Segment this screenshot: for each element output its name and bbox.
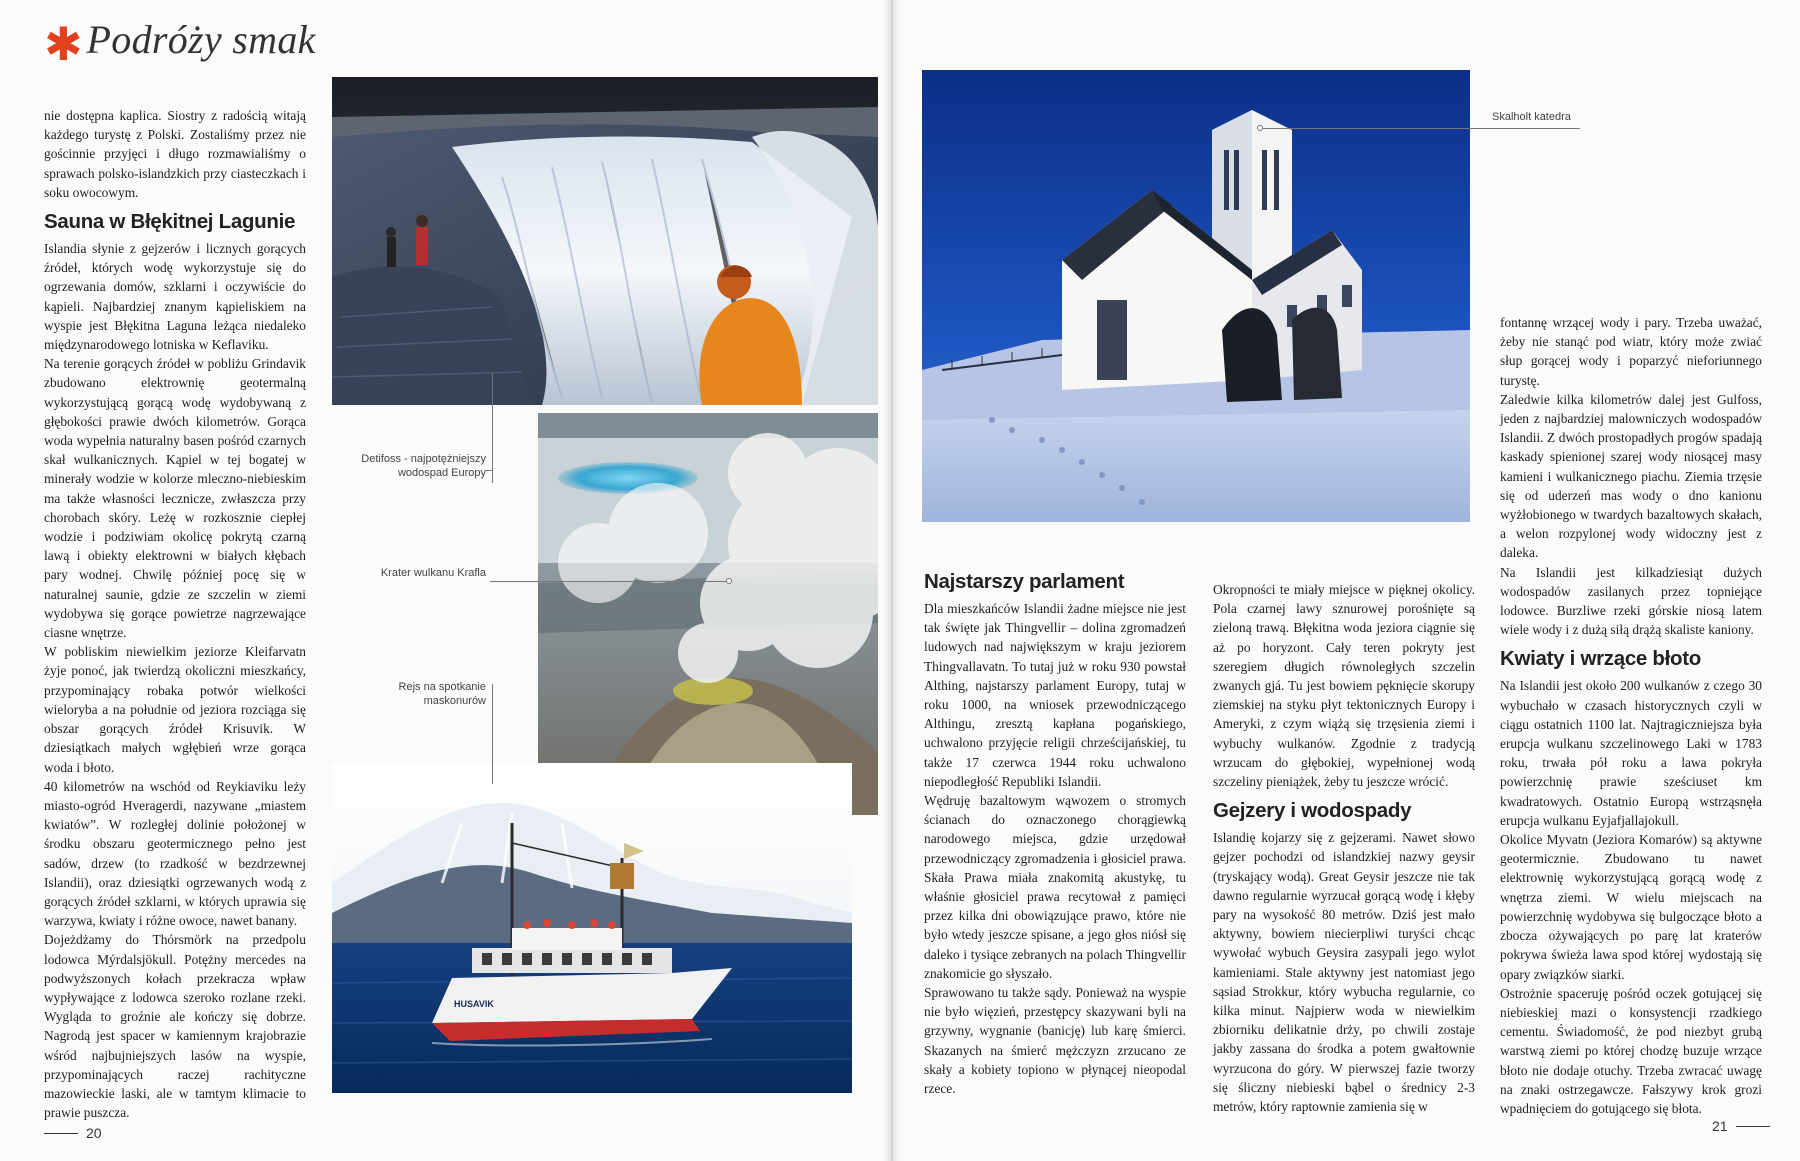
paragraph: Islandia słynie z gejzerów i licznych gorących źródeł, których wodę wykorzystuje się do ogrzewania domów, szklarni i oczywiście do kąpieli. Najbardziej znanym kąpieliskiem na wyspie jest Błękitna Laguna leżąca niedaleko międzynarodowego lotniska w Keflaviku. bbox=[44, 241, 306, 353]
caption-leader bbox=[486, 470, 493, 471]
leader-dot bbox=[1257, 125, 1263, 131]
paragraph: Dla mieszkańców Islandii żadne miejsce nie jest tak święte jak Thingvellir – dolina zgromadzeń ludowych nad największym w kraju jeziorem Thingvallavatn. To tutaj już w roku 930 powstał Althing, najstarszy parlament Europy, tutaj w roku 1000, na wniosek przewodniczącego Althingu, zresztą kapłana pogańskiego, uchwalono przyjęcie religii chrześcijańskiej, tu także 17 czerwca 1944 roku uchwalono niepodległość Republiki Islandii. bbox=[924, 601, 1186, 789]
photo-boat bbox=[332, 763, 852, 1093]
heading-sauna: Sauna w Błękitnej Lagunie bbox=[44, 210, 296, 234]
heading-gejzery: Gejzery i wodospady bbox=[1213, 799, 1412, 823]
paragraph: Zaledwie kilka kilometrów dalej jest Gulfoss, jeden z najbardziej malowniczych wodospadów Islandii. Z dwóch prostopadłych progów spadają kaskady spienionej szarej wody niosącej masy kamieni i wulkanicznego piachu. Ziemia trzęsie się od uderzeń mas wody o dno kanionu wyżłobionego w twardych bazaltowych skałach, a welon rozpylonej wody widoczny jest z daleka. bbox=[1500, 391, 1762, 561]
page-number-left bbox=[44, 1125, 102, 1141]
paragraph: 40 kilometrów na wschód od Reykiaviku leży miasto-ogród Hveragerdi, nazywane „miastem kwiatów”. W rozległej dolinie położonej w środku obszaru geotermicznego pełno jest sadów, drzew (to rzadkość w bezdrzewnej Islandii), oraz dziesiątki ogrzewanych wodą z gorących źródeł szklarni, w których uprawia się warzywa, kwiaty i różne owoce, nawet banany. bbox=[44, 778, 306, 929]
paragraph: Wędruję bazaltowym wąwozem o stromych ścianach do oznaczonego chorągiewką narodowego miejsca, gdzie urzędował przewodniczący zgromadzenia i głosiciel prawa. Skała Prawa miała znakomitą akustykę, tu właśnie głosiciel prawa recytował z pamięci przez kilka dni obowiązujące prawo, które nie było wtedy jeszcze spisane, a jego głos niósł się daleko i tysiące zebranych na polach Thingvellir znakomicie go słyszało. bbox=[924, 793, 1186, 981]
book-gutter bbox=[884, 0, 900, 1161]
caption-leader bbox=[1262, 128, 1580, 129]
leader-dot bbox=[726, 578, 732, 584]
paragraph: Islandię kojarzy się z gejzerami. Nawet słowo gejzer pochodzi od islandzkiej nazwy geysir (tryskający wodą). Great Geysir jeszcze nie tak dawno regularnie wyrzucał gorącą wodę i kłęby pary na wysokość 80 metrów. Dziś jest mało aktywny, bowiem niecierpliwi turyści chcąc wywołać wybuch Geysira zasypali jego wylot kamieniami. Stale aktywny jest natomiast jego sąsiad Strokkur, który wybucha regularnie, co kilka minut. Najpierw woda w niewielkim zbiorniku delikatnie drży, po chwili zostaje jakby zassana do środka a potem gwałtownie wyrzucona do góry. W pierwszej fazie tworzy się śliczny niebieski bąbel o średnicy 2-3 metrów, który raptownie zamienia się w bbox=[1213, 830, 1475, 1115]
page-number-right-value: 21 bbox=[1712, 1118, 1728, 1134]
page-number-left-value: 20 bbox=[86, 1125, 102, 1141]
heading-kwiaty: Kwiaty i wrzące błoto bbox=[1500, 647, 1702, 671]
photo-skalholt bbox=[922, 70, 1470, 522]
caption-skalholt: Skalholt katedra bbox=[1492, 111, 1571, 123]
caption-leader bbox=[492, 684, 493, 784]
middle-text-column-2 bbox=[1213, 580, 1475, 1116]
left-text-column bbox=[44, 106, 306, 1122]
right-text-column bbox=[1500, 313, 1762, 1118]
paragraph: W pobliskim niewielkim jeziorze Kleifarvatn żyje ponoć, jak twierdzą okoliczni mieszkańcy, przypominający robaka potwór wielkości wieloryba a na południe od jeziora rozciąga się obszar gorących źródeł Krisuvik. W dziesiątkach małych wgłębień wrze gorąca woda i błoto. bbox=[44, 644, 306, 775]
caption-krafla: Krater wulkanu Krafla bbox=[380, 567, 486, 579]
photo-krafla bbox=[538, 413, 878, 815]
heading-parlament: Najstarszy parlament bbox=[924, 570, 1125, 593]
paragraph: Na Islandii jest około 200 wulkanów z czego 30 wybuchało w czasach historycznych czyli w ciągu ostatnich 1100 lat. Najtragiczniejsza była erupcja wulkanu szczelinowego Laki w 1783 roku, trwała pół roku a lawa pokryła powierzchnię prawie sześciuset km kwadratowych. Ostatnio Europą wstrząsnęła erupcja wulkanu Eyjafjallajokull. bbox=[1500, 678, 1762, 828]
paragraph: Na Islandii jest kilkadziesiąt dużych wodospadów zasilanych przez topniejące lodowce. Burzliwe rzeki górskie niosą latem wiele wody i z dużą siłą drążą skaliste kaniony. bbox=[1500, 564, 1762, 638]
caption-leader bbox=[490, 581, 730, 582]
caption-rejs: Rejs na spotkanie maskonurów bbox=[398, 681, 486, 707]
paragraph: Dojeżdżamy do Thórsmörk na przedpolu lodowca Mýrdalsjökull. Potężny mercedes na podwyższonych kołach przekracza wpław wypływające z lodowca szeroko rozlane rzeki. Wygląda to groźnie ale kończy się dobrze. Nagrodą jest spacer w kamiennym krajobrazie wśród najbujniejszych lasów na wyspie, przypominających raczej rachityczne mazowieckie laski, ale w tamtym klimacie to prawie puszcza. bbox=[44, 932, 306, 1121]
paragraph: fontannę wrzącej wody i pary. Trzeba uważać, żeby nie stanąć pod wiatr, który może zwiać słup gorącej wody i poparzyć nieforiunnego turystę. bbox=[1500, 315, 1762, 388]
paragraph: Okolice Myvatn (Jeziora Komarów) są aktywne geotermicznie. Zbudowano tu nawet elektrownię wykorzystującą gorącą wodę z wnętrza ziemi. W wielu miejscach na powierzchnię wydobywa się bulgoczące błoto a zbocza ożywających po parę lat kraterów pokrywa świeża lawa spod której wydostają się opary związków siarki. bbox=[1500, 832, 1762, 982]
folio-rule bbox=[44, 1133, 78, 1134]
photo-dettifoss bbox=[332, 77, 878, 405]
section-header bbox=[44, 14, 316, 71]
boat-name-label: HUSAVIK bbox=[454, 999, 494, 1009]
middle-text-column bbox=[924, 570, 1186, 1098]
paragraph: Okropności te miały miejsce w pięknej okolicy. Pola czarnej lawy sznurowej porośnięte są zieloną trawą. Błękitna woda jeziora ciągnie się aż po horyzont. Cały teren pokryty jest szeregiem długich równoległych szczelin zwanych gjá. Tu jest bowiem pęknięcie skorupy ziemskiej na styku płyt tektonicznych Europy i Ameryki, z czym wiążą się trzęsienia ziemi i wybuchy wulkanów. Zgodnie z tradycją wrzucam do głębokiej, wypełnionej wodą szczeliny pieniążek, żeby tu jeszcze wrócić. bbox=[1213, 582, 1475, 790]
folio-rule bbox=[1736, 1126, 1770, 1127]
caption-leader bbox=[492, 373, 493, 483]
section-title: Podróży smak bbox=[86, 16, 316, 62]
caption-dettifoss: Detifoss - najpotężniejszy wodospad Europy bbox=[361, 453, 486, 479]
intro-paragraph: nie dostępna kaplica. Siostry z radością witają każdego turystę z Polski. Zostaliśmy przez nie gościnnie przyjęci i długo rozmawialiśmy o sprawach polsko-islandzkich przy ciasteczkach i soku owocowym. bbox=[44, 108, 306, 200]
paragraph: Na terenie gorących źródeł w pobliżu Grindavik zbudowano elektrownię geotermalną wykorzystującą gorącą wodę wydobywaną z głębokości prawie dwóch kilometrów. Gorąca woda wypełnia naturalny basen pośród czarnych skał wulkanicznych. Kąpiel w tej bogatej w minerały wodzie w kolorze mleczno-niebieskim ma także własności lecznicze, zwłaszcza przy chorobach skóry. Leżę w rozkosznie ciepłej wodzie i podziwiam okolicę pokrytą czarną lawą i obiekty elektrowni w białych kłębach pary wodnej. Chwilę później pocę się w naturalnej saunie, gdzie ze szczelin w ziemi wydobywa się gorące powietrze nagrzewające ciasne wnętrze. bbox=[44, 356, 306, 641]
paragraph: Sprawowano tu także sądy. Ponieważ na wyspie nie było więzień, przestępcy skazywani byli na grzywny, wygnanie (banicję) lub karę śmierci. Skazanych na śmierć mężczyzn zrzucano ze skały a kobiety topiono w płynącej nieopodal rzece. bbox=[924, 985, 1186, 1097]
asterisk-icon: ✱ bbox=[44, 17, 83, 71]
paragraph: Ostrożnie spaceruję pośród oczek gotującej się niebieskiej mazi o konsystencji rzadkiego cementu. Świadomość, że pod niezbyt grubą warstwą ziemi po której chodzę buzuje wrzące błoto nie dodaje otuchy. Trzeba zwracać uwagę na znaki ostrzegawcze. Fałszywy krok grozi wpadnięciem do gotującego się błota. bbox=[1500, 985, 1762, 1116]
page-number-right bbox=[1712, 1118, 1770, 1134]
